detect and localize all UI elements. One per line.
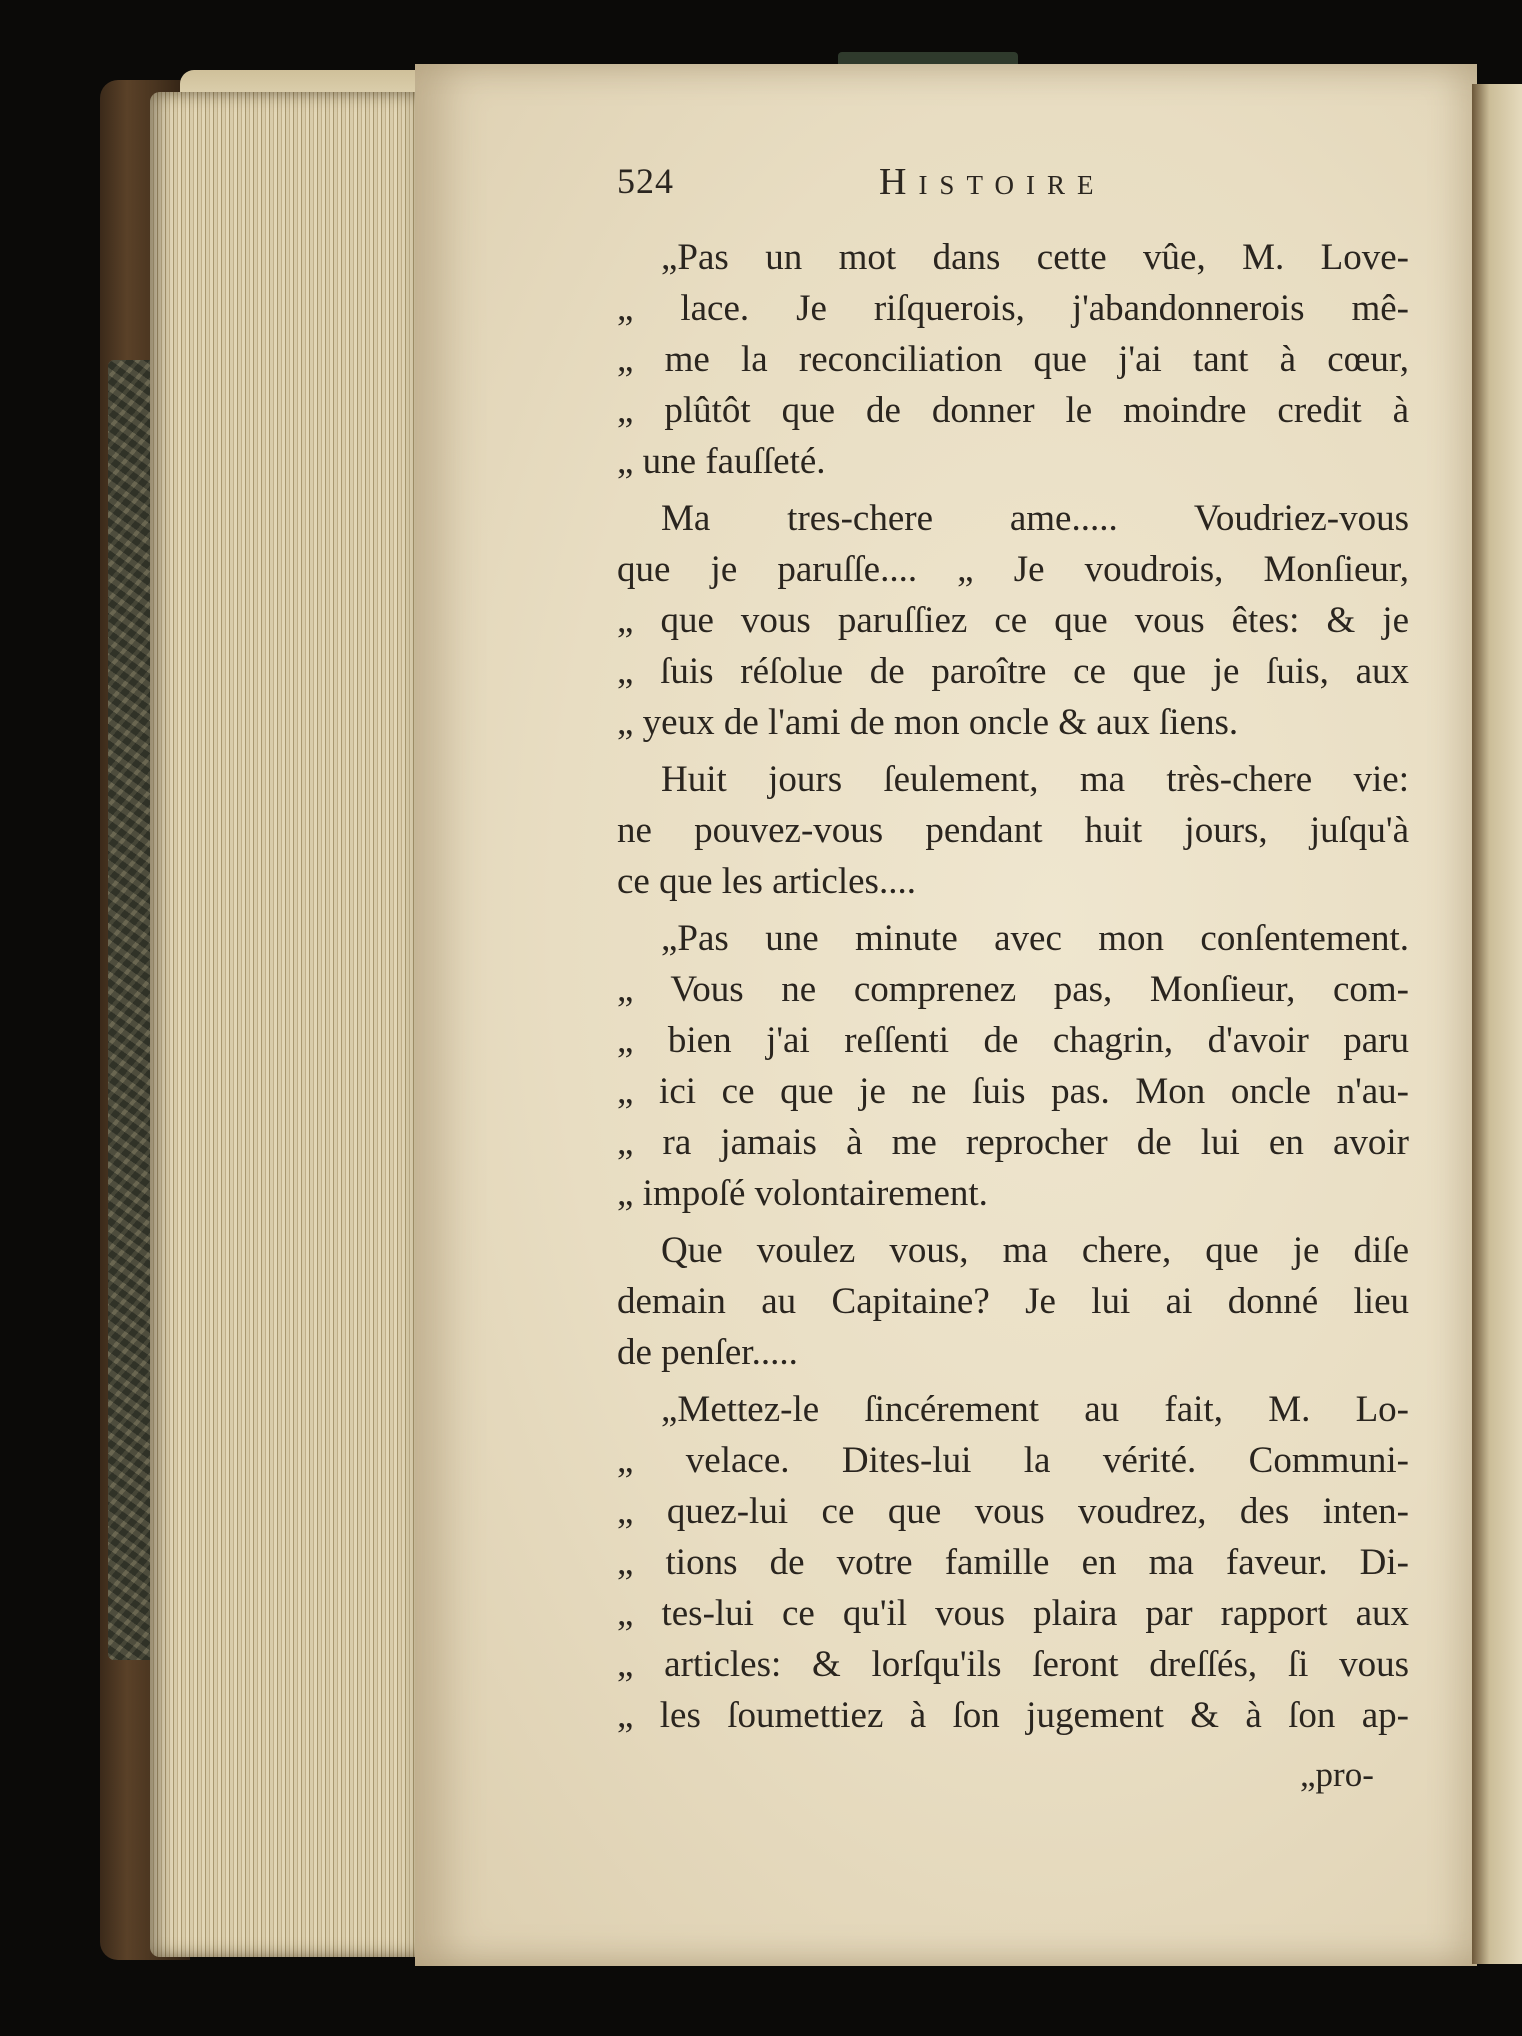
text-line: ce que les articles.... [617, 861, 916, 902]
paragraph [617, 754, 1409, 907]
page-edges [150, 92, 430, 1957]
text-line: „ bien j'ai reſſenti de chagrin, d'avoir paru [617, 1020, 1409, 1061]
text-line: demain au Capitaine? Je lui ai donné lieu [617, 1281, 1409, 1322]
text-line: „ Vous ne comprenez pas, Monſieur, com- [617, 969, 1409, 1010]
text-line: „Pas un mot dans cette vûe, M. Love- [661, 237, 1409, 278]
text-line: que je paruſſe.... „ Je voudrois, Monſieur, [617, 549, 1409, 590]
text-line: Ma tres-chere ame..... Voudriez-vous [661, 498, 1409, 539]
text-line: „ une fauſſeté. [617, 441, 826, 482]
text-line: ne pouvez-vous pendant huit jours, juſqu'à [617, 810, 1409, 851]
paragraph [617, 1384, 1409, 1741]
text-line: „ quez-lui ce que vous voudrez, des inten- [617, 1491, 1409, 1532]
text-line: „ ici ce que je ne ſuis pas. Mon oncle n'au- [617, 1071, 1409, 1112]
text-line: „ ſuis réſolue de paroître ce que je ſuis, aux [617, 651, 1409, 692]
paragraph [617, 232, 1409, 487]
facing-page-edge [1472, 84, 1522, 1964]
text-line: „ lace. Je riſquerois, j'abandonnerois mê- [617, 288, 1409, 329]
text-line: „ plûtôt que de donner le moindre credit à [617, 390, 1409, 431]
text-line: „ me la reconciliation que j'ai tant à cœur, [617, 339, 1409, 380]
text-line: „ que vous paruſſiez ce que vous êtes: & je [617, 600, 1409, 641]
catchword: „pro- [1300, 1755, 1374, 1794]
body-text [617, 232, 1409, 1741]
paragraph [617, 493, 1409, 748]
text-line: „ velace. Dites-lui la vérité. Communi- [617, 1440, 1409, 1481]
text-line: de penſer..... [617, 1332, 798, 1373]
text-line: „Pas une minute avec mon conſentement. [661, 918, 1409, 959]
paragraph [617, 1225, 1409, 1378]
text-line: „Mettez-le ſincérement au fait, M. Lo- [661, 1389, 1409, 1430]
text-line: „ les ſoumettiez à ſon jugement & à ſon ap- [617, 1695, 1409, 1736]
text-line: Huit jours ſeulement, ma très-chere vie: [661, 759, 1409, 800]
running-title: Histoire [879, 161, 1106, 203]
text-line: „ ra jamais à me reprocher de lui en avoir [617, 1122, 1409, 1163]
text-line: Que voulez vous, ma chere, que je diſe [661, 1230, 1409, 1271]
text-line: „ tions de votre famille en ma faveur. Di- [617, 1542, 1409, 1583]
page-number: 524 [617, 161, 674, 201]
text-line: „ yeux de l'ami de mon oncle & aux ſiens. [617, 702, 1239, 743]
paragraph [617, 913, 1409, 1219]
text-line: „ articles: & lorſqu'ils ſeront dreſſés, ſi vous [617, 1644, 1409, 1685]
page-header [617, 160, 1417, 220]
text-line: „ tes-lui ce qu'il vous plaira par rapport aux [617, 1593, 1409, 1634]
text-line: „ impoſé volontairement. [617, 1173, 988, 1214]
